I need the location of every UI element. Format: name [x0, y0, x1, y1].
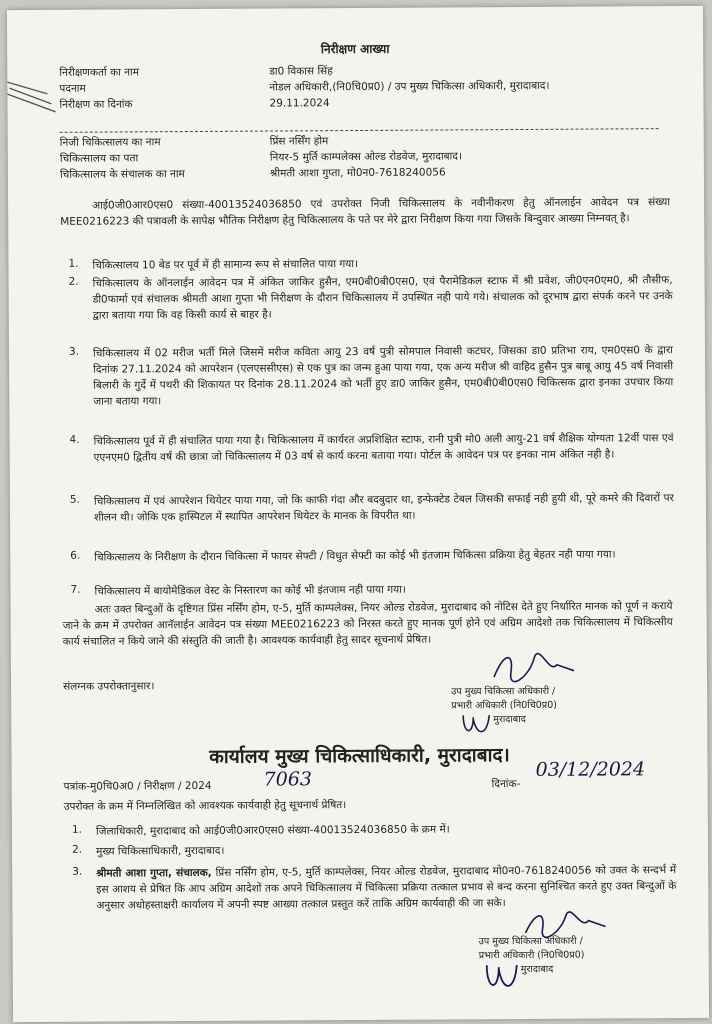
point-text: चिकित्सालय के निरीक्षण के दौरान चिकित्सा में फायर सेफ्टी / विधुत सेफ्टी का कोई भी इंतजाम चिकित्सा प्रक्रिया हेतु बेहतर नही पाया गया।	[94, 548, 616, 564]
point-text: चिकित्सालय में 02 मरीज भर्ती मिले जिसमें मरीज कविता आयु 23 वर्ष पुत्री सोमपाल निवासी कटघर, जिसका डा0 प्रतिभा राय, एम0एस0 के द्वारा दिनांक 27.11.2024 को आपरेशन (एलएससीएस) से एक पुत्र का जन्म हुआ पाया गया, एक अन्य मरीज श्री वाहिद हुसैन पुत्र बाबू आयु 45 वर्ष निवासी बिलारी के गुर्दे में पथरी की शिकायत पर दिनांक 28.11.2024 को भर्ती हुए डा0 जाकिर हुसैन, एम0बी0बी0एस0 चिकित्सक द्वारा इनका उपचार किया जाना बताया गया।	[92, 344, 674, 408]
copy-intro: उपरोक्त के क्रम में निम्नलिखित को आवश्यक कार्यवाही हेतु सूचनार्थ प्रेषित।	[63, 799, 347, 813]
copy-text: मुख्य चिकित्साधिकारी, मुरादाबाद।	[96, 844, 225, 858]
intro-paragraph: आई0जी0आर0एस0 संख्या-40013524036850 एवं उपरोक्त निजी चिकित्सालय के नवीनीकरण हेतु ऑनलाईन आवेदन पत्र संख्या MEE0216223 की पत्रावली के सापेक्ष भौतिक निरीक्षण हेतु चिकित्सालय के पते पर मेरे द्वारा निरीक्षण किया गया जिसके बिन्दुवार आख्या निम्नवत् है।	[60, 196, 671, 228]
point-number: 1.	[68, 257, 79, 270]
signatory-role: प्रभारी अधिकारी (नि0चि0प्र0)	[478, 949, 585, 962]
signatory-city: मुरादाबाद	[493, 713, 526, 726]
point-text: चिकित्सालय पूर्व में ही संचालित पाया गया है। चिकित्सालय में कार्यरत अप्रशिक्षित स्टाफ, रानी पुत्री मो0 अली आयु-21 वर्ष शैक्षिक योग्यता 12वीं पास एवं एएनएम0 द्वितीय वर्ष की छात्रा जो चिकित्सालय में 03 वर्ष से कार्य करना बताया गया। पोर्टल के आवेदन पत्र पर इनका नाम अंकित नही है।	[93, 432, 674, 464]
enclosure-note: संलग्नक उपरोक्तानुसार।	[63, 680, 155, 693]
point-number: 6.	[70, 549, 81, 562]
hospital-name-value: प्रिंस नर्सिंग होम	[269, 135, 329, 148]
copy-number: 1.	[71, 823, 82, 836]
operator-name-label: चिकित्सालय के संचालक का नाम	[59, 168, 185, 181]
copy-number: 3.	[72, 865, 83, 878]
point-text: चिकित्सालय में एवं आपरेशन थियेटर पाया गया, जो कि काफी गंदा और बदबुदार था, इन्फेक्टेड टेबल जिसकी सफाई नही हुयी थी, पूरे कमरे की दिवारों पर शीलन थी। जोकि एक हास्पिटल में स्थापित आपरेशन थियेटर के मानक के विपरीत था।	[93, 492, 674, 524]
letter-number: पत्रांक-मु0चि0अ0 / निरीक्षण / 2024	[63, 779, 212, 793]
hospital-address-label: चिकित्सालय का पता	[59, 152, 139, 165]
point-text: चिकित्सालय में बायोमेडिकल वेस्ट के निस्तारण का कोई भी इंतजाम नही पाया गया।	[94, 583, 406, 598]
copy-text: जिलाधिकारी, मुरादाबाद को आई0जी0आर0एस0 संख्या-40013524036850 के क्रम में।	[95, 823, 450, 838]
initials	[483, 957, 527, 997]
point-text: चिकित्सालय 10 बेड पर पूर्व में ही सामान्य रूप से संचालित पाया गया।	[92, 257, 359, 272]
date-label: दिनांक-	[491, 778, 521, 791]
signatory-title: उप मुख्य चिकित्सा अधिकारी /	[451, 685, 556, 698]
point-text: चिकित्सालय के ऑनलाईन आवेदन पत्र में अंकित जाकिर हुसैन, एम0बी0बी0एस0, एवं पैरामेडिकल स्टाफ में श्री प्रवेश, जी0एन0एम0, श्री तौसीफ, डी0फार्मा एवं संचालक श्रीमती आशा गुप्ता भी निरीक्षण के दौरान चिकित्सालय में उपस्थित नही पाये गये। संचालक को दूरभाष द्वारा संपर्क करने पर उनके द्वारा बताया गया कि वह किसी कार्य से बाहर है।	[92, 274, 673, 322]
point-number: 3.	[68, 345, 80, 358]
signature	[489, 647, 579, 688]
date-handwritten: 03/12/2024	[535, 758, 646, 781]
letter-number-handwritten: 7063	[263, 768, 313, 791]
inspector-name-label: निरीक्षणकर्ता का नाम	[59, 66, 140, 79]
designation-label: पदनाम	[59, 82, 86, 95]
office-heading: कार्यालय मुख्य चिकित्साधिकारी, मुरादाबाद।	[209, 744, 510, 768]
signatory-city: मुरादाबाद	[520, 963, 554, 976]
report-title: निरीक्षण आख्या	[320, 41, 390, 57]
point-number: 4.	[69, 433, 80, 446]
inspector-name-value: डा0 विकास सिंह	[269, 65, 333, 78]
inspection-date-value: 29.11.2024	[269, 97, 330, 110]
signatory-role: प्रभारी अधिकारी (नि0चि0प्र0)	[451, 699, 557, 712]
operator-name-value: श्रीमती आशा गुप्ता, मो0न0-7618240056	[269, 166, 446, 180]
copy-addressee: श्रीमती आशा गुप्ता, संचालक,	[96, 866, 212, 880]
signatory-title: उप मुख्य चिकित्सा अधिकारी /	[478, 935, 583, 948]
point-number: 7.	[70, 583, 81, 596]
designation-value: नोडल अधिकारी,(नि0चि0प्र0) / उप मुख्य चिकित्सा अधिकारी, मुरादाबाद।	[269, 79, 550, 94]
copy-number: 2.	[72, 843, 83, 856]
point-number: 5.	[69, 493, 80, 506]
document-page	[7, 6, 709, 1022]
hospital-name-label: निजी चिकित्सालय का नाम	[59, 136, 161, 149]
hospital-address-value: नियर-5 मुर्ति काम्पलेक्स ओल्ड रोडवेज, मुरादाबाद।	[269, 150, 462, 164]
divider	[60, 128, 659, 133]
inspection-date-label: निरीक्षण का दिनांक	[59, 98, 133, 111]
copy-text: प्रिंस नर्सिंग होम, ए-5, मुर्ति काम्पलेक्स, नियर ओल्ड रोडवेज, मुरादाबाद मो0न0-7618240056 को उक्त के सन्दर्भ में इस आशय से प्रेषित कि आप अग्रिम आदेशों तक अपने चिकित्सालय में चिकित्सा प्रक्रिया तत्काल प्रभाव से बन्द करना सुनिश्चित करते हुए उक्त बिन्दुओं के अनुसार अधोहस्ताक्षरी कार्यालय में अपनी स्पष्ट आख्या तत्काल प्रस्तुत करें ताकि अग्रिम कार्यवाही की जा सके।	[96, 864, 677, 912]
initials	[459, 709, 499, 739]
conclusion-paragraph: अतः उक्त बिन्दुओं के दृष्टिगत प्रिंस नर्सिंग होम, ए-5, मुर्ति काम्पलेक्स, नियर ओल्ड रोडवेज, मुरादाबाद को नोटिस देते हुए निर्धारित मानक को पूर्ण न कराये जाने के क्रम में उपरोक्त आनॅलाईन आवेदन पत्र संख्या MEE0216223 को निरस्त करते हुए मानक पूर्ण होने एवं अग्रिम आदेशो तक चिकित्सालय में चिकित्सीय कार्य संचालित न किये जाने की संस्तुति की जाती है। आवश्यक कार्यवाही हेतु सादर सूचनार्थ प्रेषित।	[62, 600, 673, 648]
point-number: 2.	[68, 275, 79, 288]
